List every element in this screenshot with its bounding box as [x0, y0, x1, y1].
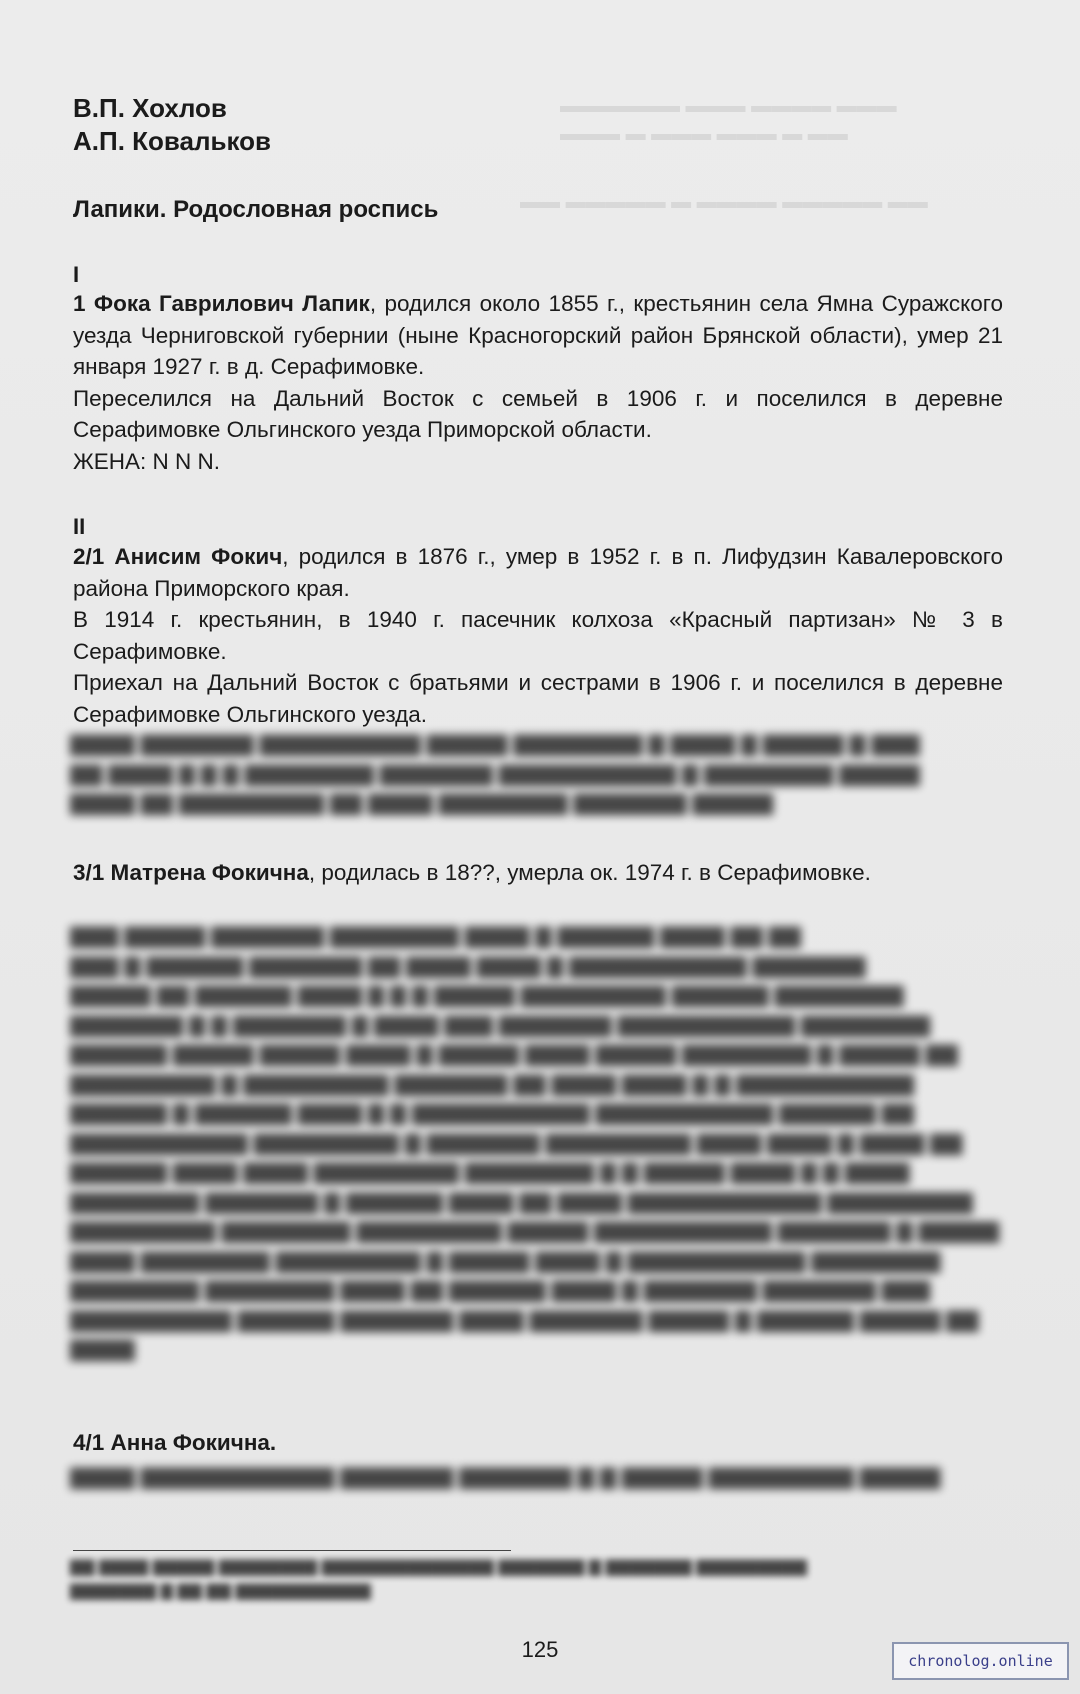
footnotes-redacted: ▇▇ ▇▇▇▇ ▇▇▇▇▇ ▇▇▇▇▇▇▇▇ ▇▇▇▇▇▇▇▇▇▇▇▇▇▇ ▇▇▇▇▇▇▇ ▇ ▇▇▇▇▇▇▇ ▇▇▇▇▇▇▇▇▇ ▇▇▇▇▇▇▇ ▇ ▇▇ ▇▇ ▇▇▇▇▇▇▇▇▇▇▇: [70, 1559, 807, 1600]
watermark-badge: chronolog.online: [892, 1642, 1069, 1680]
redacted-block: ▇▇▇ ▇▇▇▇▇ ▇▇▇▇▇▇▇ ▇▇▇▇▇▇▇▇ ▇▇▇▇ ▇ ▇▇▇▇▇▇ ▇▇▇▇ ▇▇ ▇▇ ▇▇▇ ▇ ▇▇▇▇▇▇ ▇▇▇▇▇▇▇ ▇▇ ▇▇▇▇ ▇▇▇▇ ▇ ▇▇▇▇▇▇▇▇▇▇▇ ▇▇▇▇▇▇▇ ▇▇▇▇▇ ▇▇ ▇▇▇▇▇▇ ▇▇▇▇ ▇ ▇ ▇ ▇▇▇▇▇ ▇▇▇▇▇▇▇▇▇ ▇▇▇▇▇▇ ▇▇▇▇▇▇▇▇ ▇▇▇▇▇▇▇ ▇ ▇ ▇▇▇▇▇▇▇ ▇ ▇▇▇▇ ▇▇▇ ▇▇▇▇▇▇▇ ▇▇▇▇▇▇▇▇▇▇▇ ▇▇▇▇▇▇▇▇ ▇▇▇▇▇▇ ▇▇▇▇▇ ▇▇▇▇▇ ▇▇▇▇ ▇ ▇▇▇▇▇ ▇▇▇▇ ▇▇▇▇▇ ▇▇▇▇▇▇▇▇ ▇ ▇▇▇▇▇ ▇▇ ▇▇▇▇▇▇▇▇▇ ▇ ▇▇▇▇▇▇▇▇▇ ▇▇▇▇▇▇▇ ▇▇ ▇▇▇▇ ▇▇▇▇ ▇ ▇ ▇▇▇▇▇▇▇▇▇▇▇ ▇▇▇▇▇▇ ▇ ▇▇▇▇▇▇ ▇▇▇▇ ▇ ▇ ▇▇▇▇▇▇▇▇▇▇▇ ▇▇▇▇▇▇▇▇▇▇▇ ▇▇▇▇▇▇ ▇▇ ▇▇▇▇▇▇▇▇▇▇▇ ▇▇▇▇▇▇▇▇▇ ▇ ▇▇▇▇▇▇▇ ▇▇▇▇▇▇▇▇▇ ▇▇▇▇ ▇▇▇▇ ▇ ▇▇▇▇ ▇▇ ▇▇▇▇▇▇ ▇▇▇▇ ▇▇▇▇ ▇▇▇▇▇▇▇▇▇ ▇▇▇▇▇▇▇▇ ▇ ▇ ▇▇▇▇▇ ▇▇▇▇ ▇ ▇ ▇▇▇▇ ▇▇▇▇▇▇▇▇ ▇▇▇▇▇▇▇ ▇ ▇▇▇▇▇▇ ▇▇▇▇ ▇▇ ▇▇▇▇ ▇▇▇▇▇▇▇▇▇▇▇▇ ▇▇▇▇▇▇▇▇▇ ▇▇▇▇▇▇▇▇▇ ▇▇▇▇▇▇▇▇ ▇▇▇▇▇▇▇▇▇ ▇▇▇▇▇ ▇▇▇▇▇▇▇▇▇▇▇ ▇▇▇▇▇▇▇ ▇ ▇▇▇▇▇ ▇▇▇▇ ▇▇▇▇▇▇▇▇ ▇▇▇▇▇▇▇▇▇ ▇ ▇▇▇▇▇ ▇▇▇▇ ▇ ▇▇▇▇▇▇▇▇▇▇▇ ▇▇▇▇▇▇▇▇ ▇▇▇▇▇▇▇▇ ▇▇▇▇▇▇▇▇ ▇▇▇▇ ▇▇ ▇▇▇▇▇▇ ▇▇▇▇ ▇ ▇▇▇▇▇▇▇ ▇▇▇▇▇▇▇ ▇▇▇ ▇▇▇▇▇▇▇▇▇▇ ▇▇▇▇▇▇ ▇▇▇▇▇▇▇ ▇▇▇▇ ▇▇▇▇▇▇▇ ▇▇▇▇▇ ▇ ▇▇▇▇▇▇ ▇▇▇▇▇ ▇▇ ▇▇▇▇: [70, 925, 1000, 1361]
entry-head: 1 Фока Гаврилович Лапик: [73, 291, 370, 316]
footnote-separator: [73, 1550, 511, 1551]
entry-head: 2/1 Анисим Фокич: [73, 544, 283, 569]
redacted-block: ▇▇▇▇ ▇▇▇▇▇▇▇▇▇▇▇▇ ▇▇▇▇▇▇▇ ▇▇▇▇▇▇▇ ▇ ▇ ▇▇▇▇▇ ▇▇▇▇▇▇▇▇▇ ▇▇▇▇▇: [70, 1466, 941, 1489]
entry-paragraph: Приехал на Дальний Восток с братьями и сестрами в 1906 г. и поселился в деревне Серафимовке Ольгинского уезда.: [73, 670, 1003, 727]
page-number: 125: [521, 1637, 559, 1662]
entry-paragraph: Переселился на Дальний Восток с семьей в 1906 г. и поселился в деревне Серафимовке Ольгинского уезда Приморской области.: [73, 385, 1003, 442]
generation-numeral: II: [73, 514, 86, 539]
entry-text: , родился около 1855 г., крестьянин села Ямна Суражского уезда Черниговской губернии (ныне Красногорский район Брянской области), умер 21 января 1927 г. в д. Серафимовке.: [73, 291, 1003, 379]
entry-2: [73, 541, 1003, 730]
document-title: Лапики. Родословная роспись: [73, 196, 439, 223]
entry-text: , родился в 1876 г., умер в 1952 г. в п. Лифудзин Кавалеровского района Приморского края.: [73, 544, 1004, 601]
author-name: А.П. Ковальков: [73, 126, 272, 156]
redacted-block: ▇▇▇▇ ▇▇▇▇▇▇▇ ▇▇▇▇▇▇▇▇▇▇ ▇▇▇▇▇ ▇▇▇▇▇▇▇▇ ▇ ▇▇▇▇ ▇ ▇▇▇▇▇ ▇ ▇▇▇ ▇▇ ▇▇▇▇ ▇ ▇ ▇ ▇▇▇▇▇▇▇▇ ▇▇▇▇▇▇▇ ▇▇▇▇▇▇▇▇▇▇▇ ▇ ▇▇▇▇▇▇▇▇ ▇▇▇▇▇ ▇▇▇▇ ▇▇ ▇▇▇▇▇▇▇▇▇ ▇▇ ▇▇▇▇ ▇▇▇▇▇▇▇▇ ▇▇▇▇▇▇▇ ▇▇▇▇▇: [70, 733, 920, 815]
entry-text: , родилась в 18??, умерла ок. 1974 г. в Серафимовке.: [308, 860, 871, 885]
entry-paragraph: ЖЕНА: N N N.: [73, 448, 221, 474]
author-name: В.П. Хохлов: [73, 93, 227, 123]
authors: [73, 92, 271, 158]
entry-1: [73, 288, 1003, 477]
entry-4: [73, 1427, 1003, 1459]
entry-3: [73, 857, 1003, 889]
entry-head: 4/1 Анна Фокична.: [73, 1430, 277, 1455]
show-through-text: ▬▬ ▬▬▬▬▬ ▬▬▬▬ ▬ ▬▬▬▬▬ ▬▬: [520, 191, 928, 213]
show-through-text: ▬▬▬ ▬▬▬▬ ▬▬▬ ▬▬▬▬▬▬: [560, 95, 897, 117]
entry-paragraph: В 1914 г. крестьянин, в 1940 г. пасечник колхоза «Красный партизан» № 3 в Серафимовке.: [73, 607, 1003, 664]
entry-head: 3/1 Матрена Фокична: [73, 860, 309, 885]
show-through-text: ▬▬ ▬ ▬▬▬ ▬▬▬ ▬ ▬▬▬: [560, 123, 848, 145]
generation-numeral: I: [73, 262, 80, 287]
